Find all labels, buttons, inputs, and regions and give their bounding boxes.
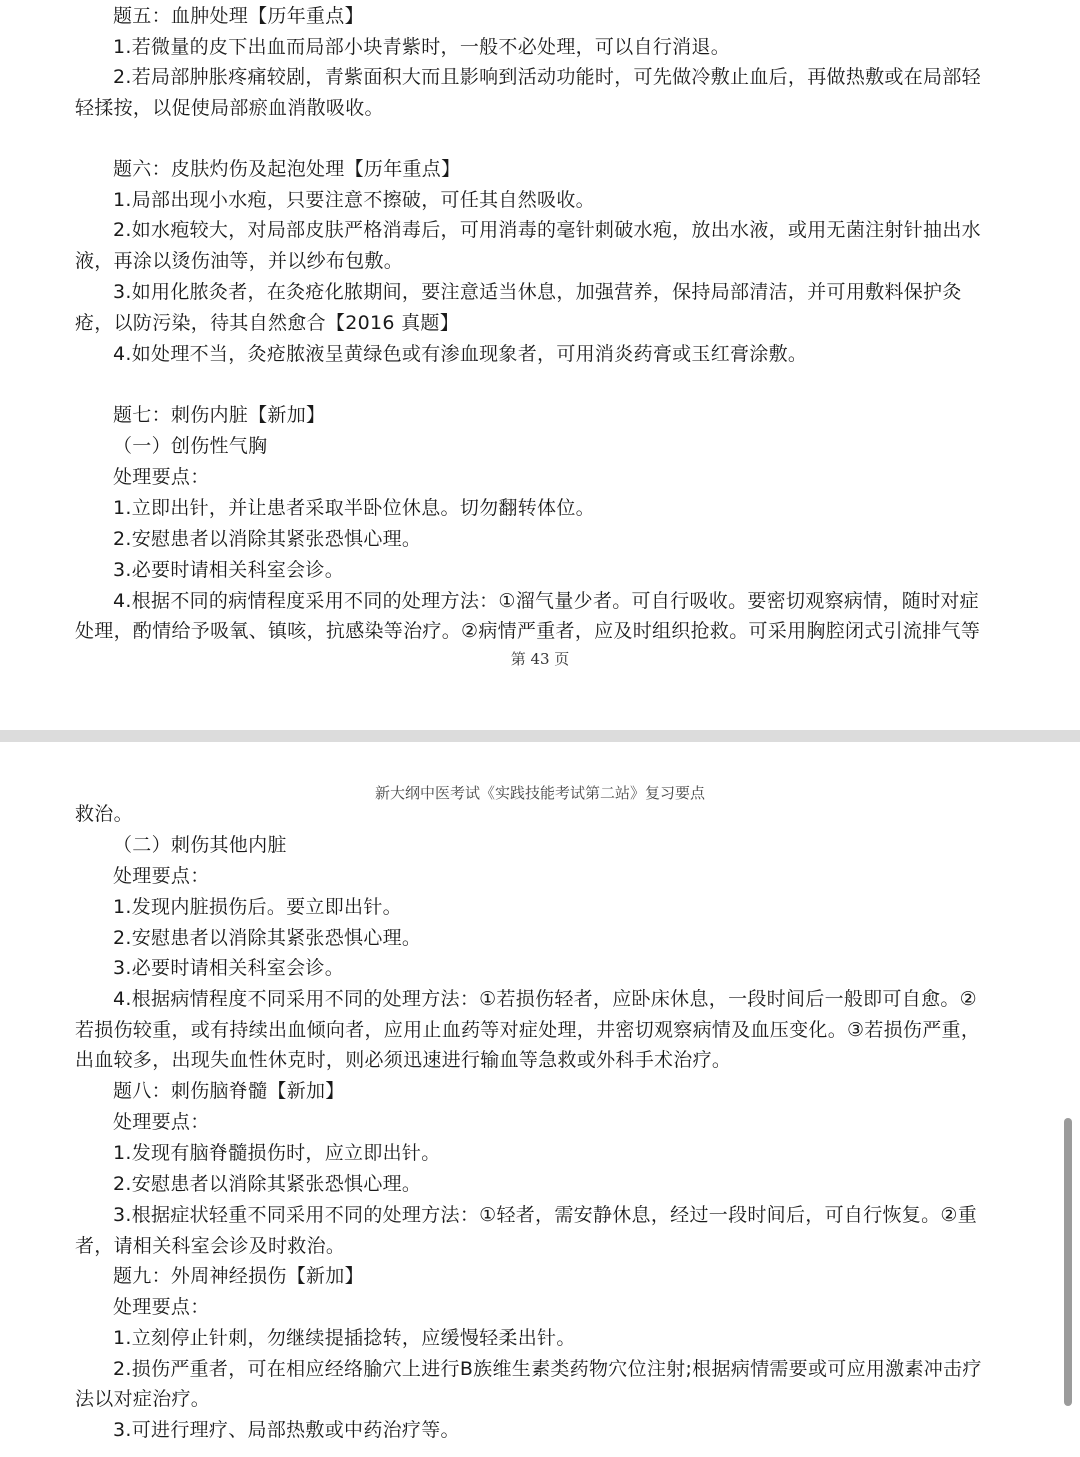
text-line: 3.可进行理疗、局部热敷或中药治疗等。 <box>113 1419 460 1441</box>
text-line: 处理要点： <box>113 1111 210 1133</box>
text-line: 2.如水疱较大，对局部皮肤严格消毒后，可用消毒的毫针刺破水疱，放出水液，或用无菌注射针抽出水 <box>113 219 981 241</box>
text-line: 处理要点： <box>113 1296 210 1318</box>
text-line: 3.根据症状轻重不同采用不同的处理方法：①轻者，需安静休息，经过一段时间后，可自行恢复。②重 <box>113 1204 977 1226</box>
text-line: 4.根据病情程度不同采用不同的处理方法：①若损伤轻者，应卧床休息，一段时间后一般即可自愈。② <box>113 988 977 1010</box>
text-line: 1.局部出现小水疱，只要注意不擦破，可任其自然吸收。 <box>113 189 595 211</box>
section-heading: 题六：皮肤灼伤及起泡处理【历年重点】 <box>113 158 461 180</box>
text-line: 救治。 <box>75 803 133 825</box>
text-line: 3.如用化脓灸者，在灸疮化脓期间，要注意适当休息，加强营养，保持局部清洁，并可用敷料保护灸 <box>113 281 962 303</box>
text-line: 4.如处理不当，灸疮脓液呈黄绿色或有渗血现象者，可用消炎药膏或玉红膏涂敷。 <box>113 343 808 365</box>
subsection-heading: （一）创伤性气胸 <box>113 435 268 457</box>
section-heading: 题八：刺伤脑脊髓【新加】 <box>113 1080 345 1102</box>
text-line: 3.必要时请相关科室会诊。 <box>113 957 345 979</box>
text-line: 2.安慰患者以消除其紧张恐惧心理。 <box>113 528 422 550</box>
section-heading: 题七：刺伤内脏【新加】 <box>113 404 326 426</box>
text-line: 出血较多，出现失血性休克时，则必须迅速进行输血等急救或外科手术治疗。 <box>75 1049 732 1071</box>
text-line: 4.根据不同的病情程度采用不同的处理方法：①溜气量少者。可自行吸收。要密切观察病情，随时对症 <box>113 590 979 612</box>
text-line: 轻揉按，以促使局部瘀血消散吸收。 <box>75 97 384 119</box>
text-line: 处理要点： <box>113 865 210 887</box>
section-heading: 题五：血肿处理【历年重点】 <box>113 5 364 27</box>
text-line: 1.若微量的皮下出血而局部小块青紫时，一般不必处理，可以自行消退。 <box>113 36 731 58</box>
document-page-44 <box>0 742 1080 1457</box>
text-line: 1.发现有脑脊髓损伤时，应立即出针。 <box>113 1142 441 1164</box>
page-separator <box>0 730 1080 742</box>
text-line: 处理，酌情给予吸氧、镇咳，抗感染等治疗。②病情严重者，应及时组织抢救。可采用胸腔闭式引流排气等 <box>75 620 981 642</box>
text-line: 1.发现内脏损伤后。要立即出针。 <box>113 896 402 918</box>
text-line: 2.安慰患者以消除其紧张恐惧心理。 <box>113 927 422 949</box>
text-line: 液，再涂以烫伤油等，并以纱布包敷。 <box>75 250 404 272</box>
text-line: 3.必要时请相关科室会诊。 <box>113 559 345 581</box>
page-number: 第 43 页 <box>510 650 570 668</box>
text-line: 者，请相关科室会诊及时救治。 <box>75 1235 346 1257</box>
text-line: 疮，以防污染，待其自然愈合【2016 真题】 <box>75 312 459 334</box>
page-header: 新大纲中医考试《实践技能考试第二站》复习要点 <box>374 784 705 802</box>
text-line: 处理要点： <box>113 466 210 488</box>
text-line: 2.若局部肿胀疼痛较剧，青紫面积大而且影响到活动功能时，可先做冷敷止血后，再做热敷或在局部轻 <box>113 66 981 88</box>
text-line: 2.安慰患者以消除其紧张恐惧心理。 <box>113 1173 422 1195</box>
text-line: 若损伤较重，或有持续出血倾向者，应用止血药等对症处理，井密切观察病情及血压变化。③若损伤严重， <box>75 1019 981 1041</box>
text-line: 法以对症治疗。 <box>75 1388 211 1410</box>
text-line: 1.立即出针，并让患者采取半卧位休息。切勿翻转体位。 <box>113 497 595 519</box>
section-heading: 题九：外周神经损伤【新加】 <box>113 1265 364 1287</box>
text-line: 2.损伤严重者，可在相应经络腧穴上进行B族维生素类药物穴位注射;根据病情需要或可应用激素冲击疗 <box>113 1358 982 1380</box>
text-line: 1.立刻停止针刺，勿继续提插捻转，应缓慢轻柔出针。 <box>113 1327 576 1349</box>
vertical-scrollbar[interactable] <box>1064 1118 1072 1406</box>
subsection-heading: （二）刺伤其他内脏 <box>113 834 287 856</box>
